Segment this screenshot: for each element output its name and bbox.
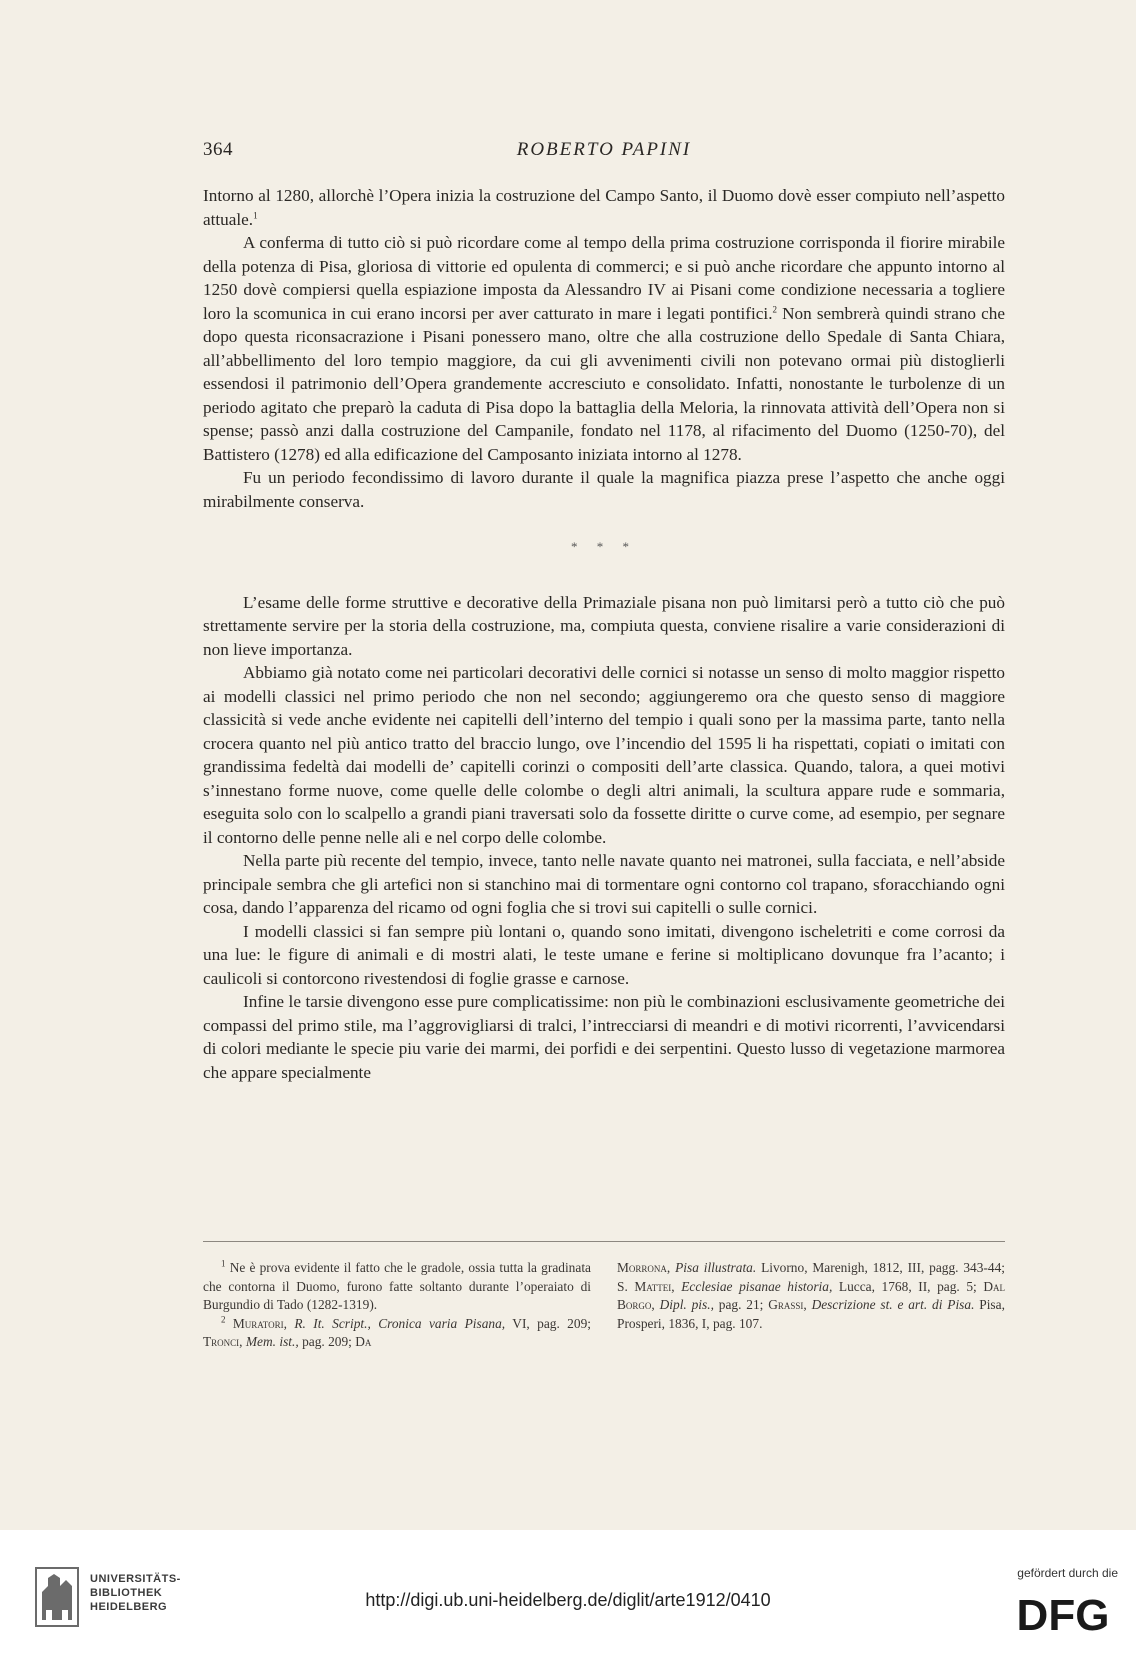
- page-header: [203, 139, 1005, 169]
- paragraph: Abbiamo già notato come nei particolari decorativi delle cornici si notasse un senso di molto maggior rispetto ai modelli classici nel primo periodo che non nel secondo; aggiungeremo ora che questo senso di maggiore classicità si vede anche evidente nei capitelli dell’interno del tempio i quali sono per la massima parte, tanto nella crocera quanto nel più antico tratto del braccio lungo, ove l’incendio del 1595 li ha rispettati, copiati o imitati con grandissima fedeltà dai modelli de’ capitelli corinzi o compositi dell’arte classica. Quando, talora, a quei motivi s’innestano forme nuove, come quelle delle colombe o degli altri animali, la scultura appare rude e sommaria, eseguita solo con lo scalpello a grandi piani traversati solo da fossette diritte o curve come, ad esempio, per segnare il contorno delle penne nelle ali e nel corpo delle colombe.: [203, 663, 1005, 847]
- paragraph: A conferma di tutto ciò si può ricordare come al tempo della prima costruzione corrisponda il fiorire mirabile della potenza di Pisa, gloriosa di vittorie ed opulenta di commerci; e si può anche ricordare che appunto intorno al 1250 dovè compiersi quella espiazione imposta da Alessandro IV ai Pisani come condizione necessaria a togliere loro la scomunica in cui erano incorsi per aver catturato in mare i legati pontifici.$^2$ Non sembrerà quindi strano che dopo questa riconsacrazione i Pisani ponessero mano, oltre che alla costruzione dello Spedale di Santa Chiara, all’abbellimento del loro tempio maggiore, da cui gli avvenimenti civili non potevano ormai più distoglierli essendosi il patrimonio dell’Opera grandemente accresciuto e consolidato. Infatti, nonostante le turbolenze di un periodo agitato che preparò la caduta di Pisa dopo la battaglia della Meloria, la rinnovata attività dell’Opera non si spense; passò anzi dalla costruzione del Campanile, fondato nel 1178, al rifacimento del Duomo (1250-70), del Battistero (1278) ed alla edificazione del Camposanto iniziata intorno al 1278.: [203, 233, 1005, 464]
- footnote-ref: 1: [253, 209, 258, 220]
- page-number: 364: [203, 139, 233, 160]
- section-divider: * * *: [571, 539, 637, 554]
- body-text: [203, 184, 1005, 1084]
- running-title: ROBERTO PAPINI: [516, 139, 692, 160]
- paragraph: Fu un periodo fecondissimo di lavoro durante il quale la magnifica piazza prese l’aspetto che anche oggi mirabilmente conserva.: [203, 468, 1005, 511]
- paragraph: L’esame delle forme struttive e decorative della Primaziale pisana non può limitarsi però a tutto ciò che può strettamente servire per la storia della costruzione, ma, compiuta questa, conviene risalire a varie considerazioni di non lieve importanza.: [203, 592, 1005, 659]
- paragraph: Nella parte più recente del tempio, invece, tanto nelle navate quanto nei matronei, sulla facciata, e nell’abside principale sembra che gli artefici non si stanchino mai di tormentare ogni contorno col trapano, sforacchiando ogni cosa, dando l’apparenza del ricamo od ogni foglia che si trovi sui capitelli o sulle cornici.: [203, 851, 1005, 917]
- footnotes: [203, 1259, 1005, 1352]
- footnote-column-left: [203, 1259, 591, 1352]
- permalink-url[interactable]: http://digi.ub.uni-heidelberg.de/diglit/arte1912/0410: [365, 1590, 771, 1610]
- paragraph: I modelli classici si fan sempre più lontani o, quando sono imitati, divengono ischeletriti e come corrosi da una lue: le figure di animali e di mostri alati, le teste umane e ferine si moltiplicano dovunque fra l’acanto; i caulicoli si contorcono rivestendosi di foglie grasse e carnose.: [203, 921, 1005, 988]
- footnote-column-right: [617, 1259, 1005, 1352]
- dfg-logo-icon: [1008, 1590, 1118, 1636]
- svg-text:DFG: DFG: [1016, 1591, 1110, 1636]
- library-name: UNIVERSITÄTS- BIBLIOTHEK HEIDELBERG: [90, 1573, 181, 1613]
- footnote: $^2$ Muratori, R. It. Script., Cronica varia Pisana, VI, pag. 209; Tronci, Mem. ist., pag. 209; Da: [203, 1314, 591, 1350]
- funded-by-label: gefördert durch die: [1017, 1566, 1118, 1580]
- footnote-continuation: Morrona, Pisa illustrata. Livorno, Marenigh, 1812, III, pagg. 343-44; S. Mattei, Ecclesiae pisanae historia, Lucca, 1768, II, pag. 5; Dal Borgo, Dipl. pis., pag. 21; Grassi, Descrizione st. e art. di Pisa. Pisa, Prosperi, 1836, I, pag. 107.: [617, 1260, 1005, 1331]
- paragraph: Infine le tarsie divengono esse pure complicatissime: non più le combinazioni esclusivamente geometriche dei compassi del primo stile, ma l’aggrovigliarsi di tralci, l’intrecciarsi di meandri e di motivi ricorrenti, l’avvicendarsi di colori mediante le specie piu varie dei marmi, dei porfidi e dei serpentini. Questo lusso di vegetazione marmorea che appare specialmente: [203, 992, 1005, 1082]
- footnote-rule: [203, 1241, 1005, 1242]
- viewer-footer: [0, 1530, 1136, 1655]
- footnote-ref: 2: [772, 303, 777, 314]
- footnote: $^1$ Ne è prova evidente il fatto che le gradole, ossia tutta la gradinata che contorna il Duomo, furono fatte soltanto durante l’operaiato di Burgundio di Tado (1282-1319).: [203, 1258, 591, 1313]
- paragraph: Intorno al 1280, allorchè l’Opera inizia la costruzione del Campo Santo, il Duomo dovè esser compiuto nell’aspetto attuale.$^1$: [203, 186, 1005, 229]
